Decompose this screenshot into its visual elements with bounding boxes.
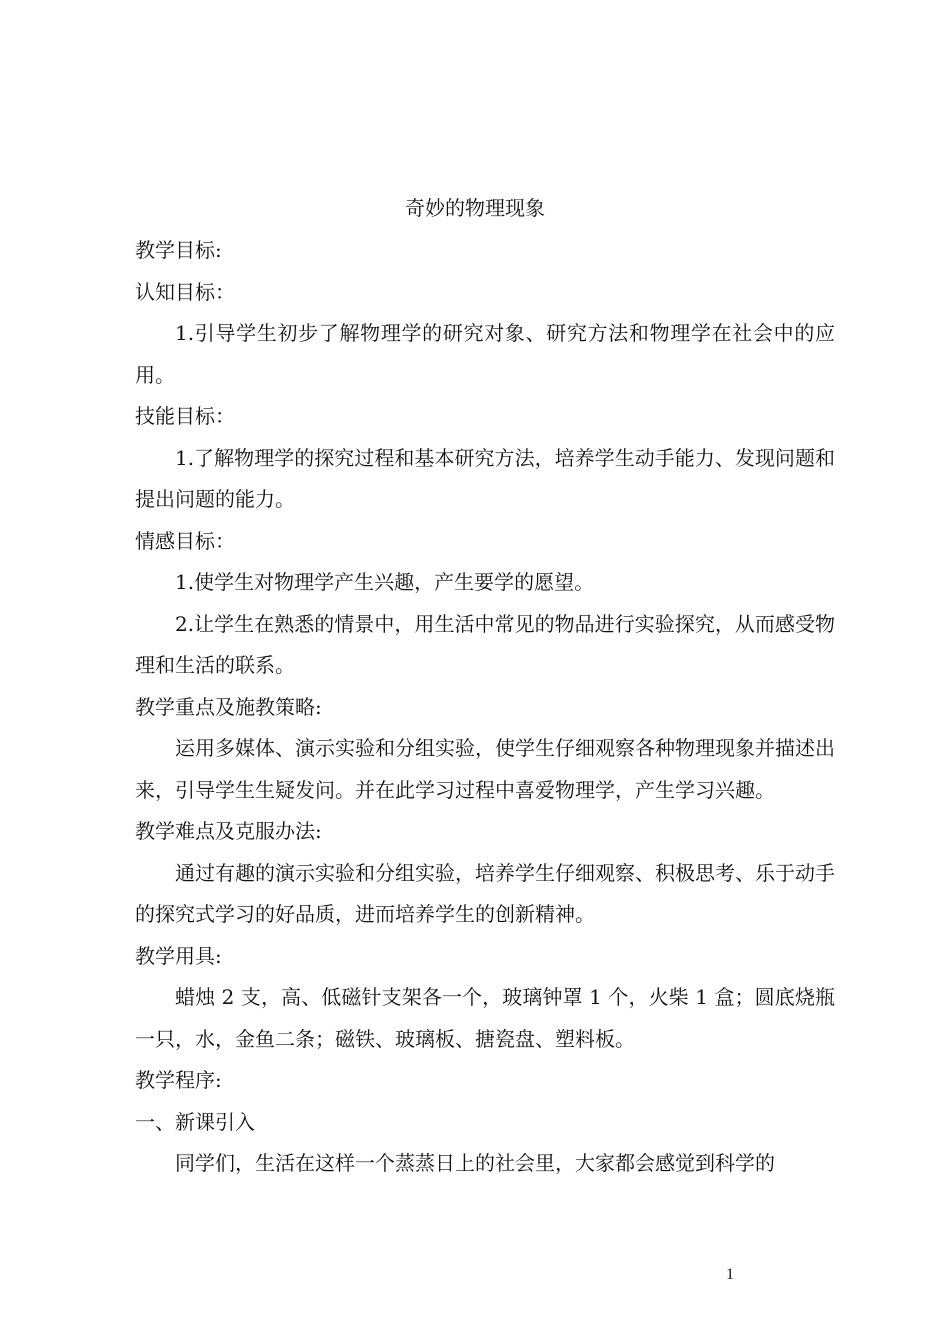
paragraph-emotion-2: 2.让学生在熟悉的情景中，用生活中常见的物品进行实验探究，从而感受物理和生活的联系。 [135, 611, 835, 677]
paragraph-skill-1: 1.了解物理学的探究过程和基本研究方法，培养学生动手能力、发现问题和提出问题的能力。 [135, 445, 835, 511]
paragraph-difficulties: 通过有趣的演示实验和分组实验，培养学生仔细观察、积极思考、乐于动手的探究式学习的好品质，进而培养学生的创新精神。 [135, 860, 835, 926]
paragraph-cognitive-1: 1.引导学生初步了解物理学的研究对象、研究方法和物理学在社会中的应用。 [135, 321, 835, 387]
document-body [135, 230, 835, 1185]
paragraph-emotion-1: 1.使学生对物理学产生兴趣，产生要学的愿望。 [175, 570, 595, 594]
paragraph-intro: 同学们，生活在这样一个蒸蒸日上的社会里，大家都会感觉到科学的 [175, 1151, 775, 1175]
paragraph-teaching-tools: 蜡烛 2 支，高、低磁针支架各一个，玻璃钟罩 1 个，火柴 1 盒；圆底烧瓶一只，水，金鱼二条；磁铁、玻璃板、搪瓷盘、塑料板。 [135, 985, 835, 1051]
paragraph-key-points: 运用多媒体、演示实验和分组实验，使学生仔细观察各种物理现象并描述出来，引导学生生疑发问。并在此学习过程中喜爱物理学，产生学习兴趣。 [135, 736, 835, 802]
heading-teaching-goals: 教学目标: [135, 238, 222, 262]
heading-cognitive-goals: 认知目标： [135, 279, 235, 304]
heading-new-lesson-intro: 一、新课引入 [135, 1109, 255, 1134]
page-number: 1 [726, 1266, 734, 1283]
heading-skill-goals: 技能目标： [135, 404, 235, 428]
document-title: 奇妙的物理现象 [405, 196, 545, 220]
heading-key-points: 教学重点及施教策略: [135, 694, 322, 719]
heading-teaching-tools: 教学用具: [135, 943, 222, 968]
heading-teaching-procedure: 教学程序: [135, 1068, 222, 1092]
heading-difficulties: 教学难点及克服办法: [135, 819, 322, 843]
heading-emotion-goals: 情感目标： [135, 528, 235, 553]
